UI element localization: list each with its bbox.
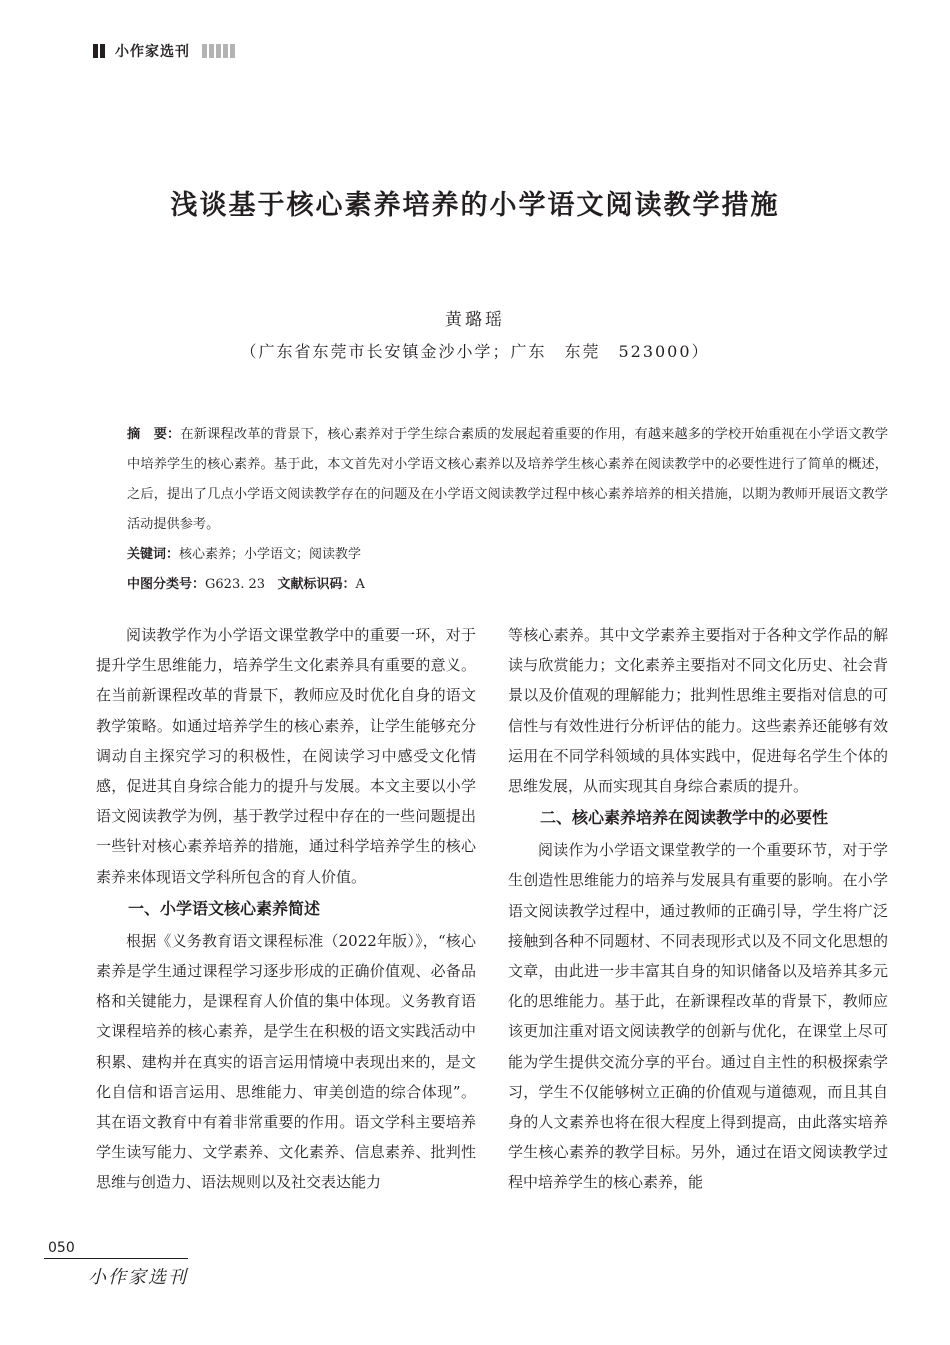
author-affiliation: （广东省东莞市长安镇金沙小学；广东 东莞 523000）	[240, 342, 710, 361]
abstract-paragraph	[93, 420, 888, 540]
body-paragraph: 根据《义务教育语文课程标准（2022年版）》，“核心素养是学生通过课程学习逐步形成的正确价值观、必备品格和关键能力，是课程育人价值的集中体现。义务教育语文课程培养的核心素养，是学生在积极的语文实践活动中积累、建构并在真实的语言运用情境中表现出来的，是文化自信和语言运用、思维能力、审美创造的综合体现”。其在语文教育中有着非常重要的作用。语文学科主要培养学生读写能力、文学素养、文化素养、信息素养、批判性思维与创造力、语法规则以及社交表达能力	[96, 931, 476, 1192]
keywords-label: 关键词：	[127, 547, 180, 562]
classification-line	[93, 570, 888, 600]
header-stripes	[202, 44, 237, 58]
header-block-mark	[100, 44, 105, 58]
clc-value: G623. 23	[205, 577, 266, 592]
header-block-mark	[93, 44, 98, 58]
left-column	[96, 620, 476, 1198]
body-paragraph: 阅读作为小学语文课堂教学的一个重要环节，对于学生创造性思维能力的培养与发展具有重要的影响。在小学语文阅读教学过程中，通过教师的正确引导，学生将广泛接触到各种不同题材、不同表现形式以及不同文化思想的文章，由此进一步丰富其自身的知识储备以及培养其多元化的思维能力。基于此，在新课程改革的背景下，教师应该更加注重对语文阅读教学的创新与优化，在课堂上尽可能为学生提供交流分享的平台。通过自主性的积极探索学习，学生不仅能够树立正确的价值观与道德观，而且其自身的人文素养也将在很大程度上得到提高，由此落实培养学生核心素养的教学目标。另外，通过在语文阅读教学过程中培养学生的核心素养，能	[508, 841, 888, 1192]
section-heading-2: 二、核心素养培养在阅读教学中的必要性	[540, 808, 829, 828]
right-column	[508, 620, 888, 1198]
page-number: 050	[48, 1240, 75, 1256]
footer-journal-logo: 小作家选刊	[88, 1267, 188, 1288]
clc-label: 中图分类号：	[127, 577, 206, 592]
abstract-text: 在新课程改革的背景下，核心素养对于学生综合素质的发展起着重要的作用，有越来越多的学校开始重视在小学语文教学中培养学生的核心素养。基于此，本文首先对小学语文核心素养以及培养学生核心素养在阅读教学中的必要性进行了简单的概述，之后，提出了几点小学语文阅读教学存在的问题及在小学语文阅读教学过程中核心素养培养的相关措施，以期为教师开展语文教学活动提供参考。	[127, 427, 889, 532]
abstract-block	[93, 420, 888, 600]
body-paragraph: 阅读教学作为小学语文课堂教学中的重要一环，对于提升学生思维能力，培养学生文化素养具有重要的意义。在当前新课程改革的背景下，教师应及时优化自身的语文教学策略。如通过培养学生的核心素养，让学生能够充分调动自主探究学习的积极性，在阅读学习中感受文化情感，促进其自身综合能力的提升与发展。本文主要以小学语文阅读教学为例，基于教学过程中存在的一些问题提出一些针对核心素养培养的措施，通过科学培养学生的核心素养来体现语文学科所包含的育人价值。	[96, 626, 476, 886]
abstract-label: 摘 要：	[127, 427, 181, 442]
header-journal-name: 小作家选刊	[115, 44, 190, 60]
author-name: 黄璐瑶	[445, 310, 505, 330]
article-title: 浅谈基于核心素养培养的小学语文阅读教学措施	[170, 190, 780, 221]
doc-code-value: A	[355, 577, 365, 592]
section-heading-1: 一、小学语文核心素养简述	[128, 898, 321, 918]
doc-code-label: 文献标识码：	[277, 577, 356, 592]
footer-rule	[44, 1258, 188, 1259]
body-paragraph: 等核心素养。其中文学素养主要指对于各种文学作品的解读与欣赏能力；文化素养主要指对不同文化历史、社会背景以及价值观的理解能力；批判性思维主要指对信息的可信性与有效性进行分析评估的能力。这些素养还能够有效运用在不同学科领域的具体实践中，促进每名学生个体的思维发展，从而实现其自身综合素质的提升。	[508, 626, 888, 796]
keywords-text: 核心素养；小学语文；阅读教学	[179, 547, 362, 562]
running-header	[93, 42, 237, 60]
keywords-line	[93, 540, 888, 570]
